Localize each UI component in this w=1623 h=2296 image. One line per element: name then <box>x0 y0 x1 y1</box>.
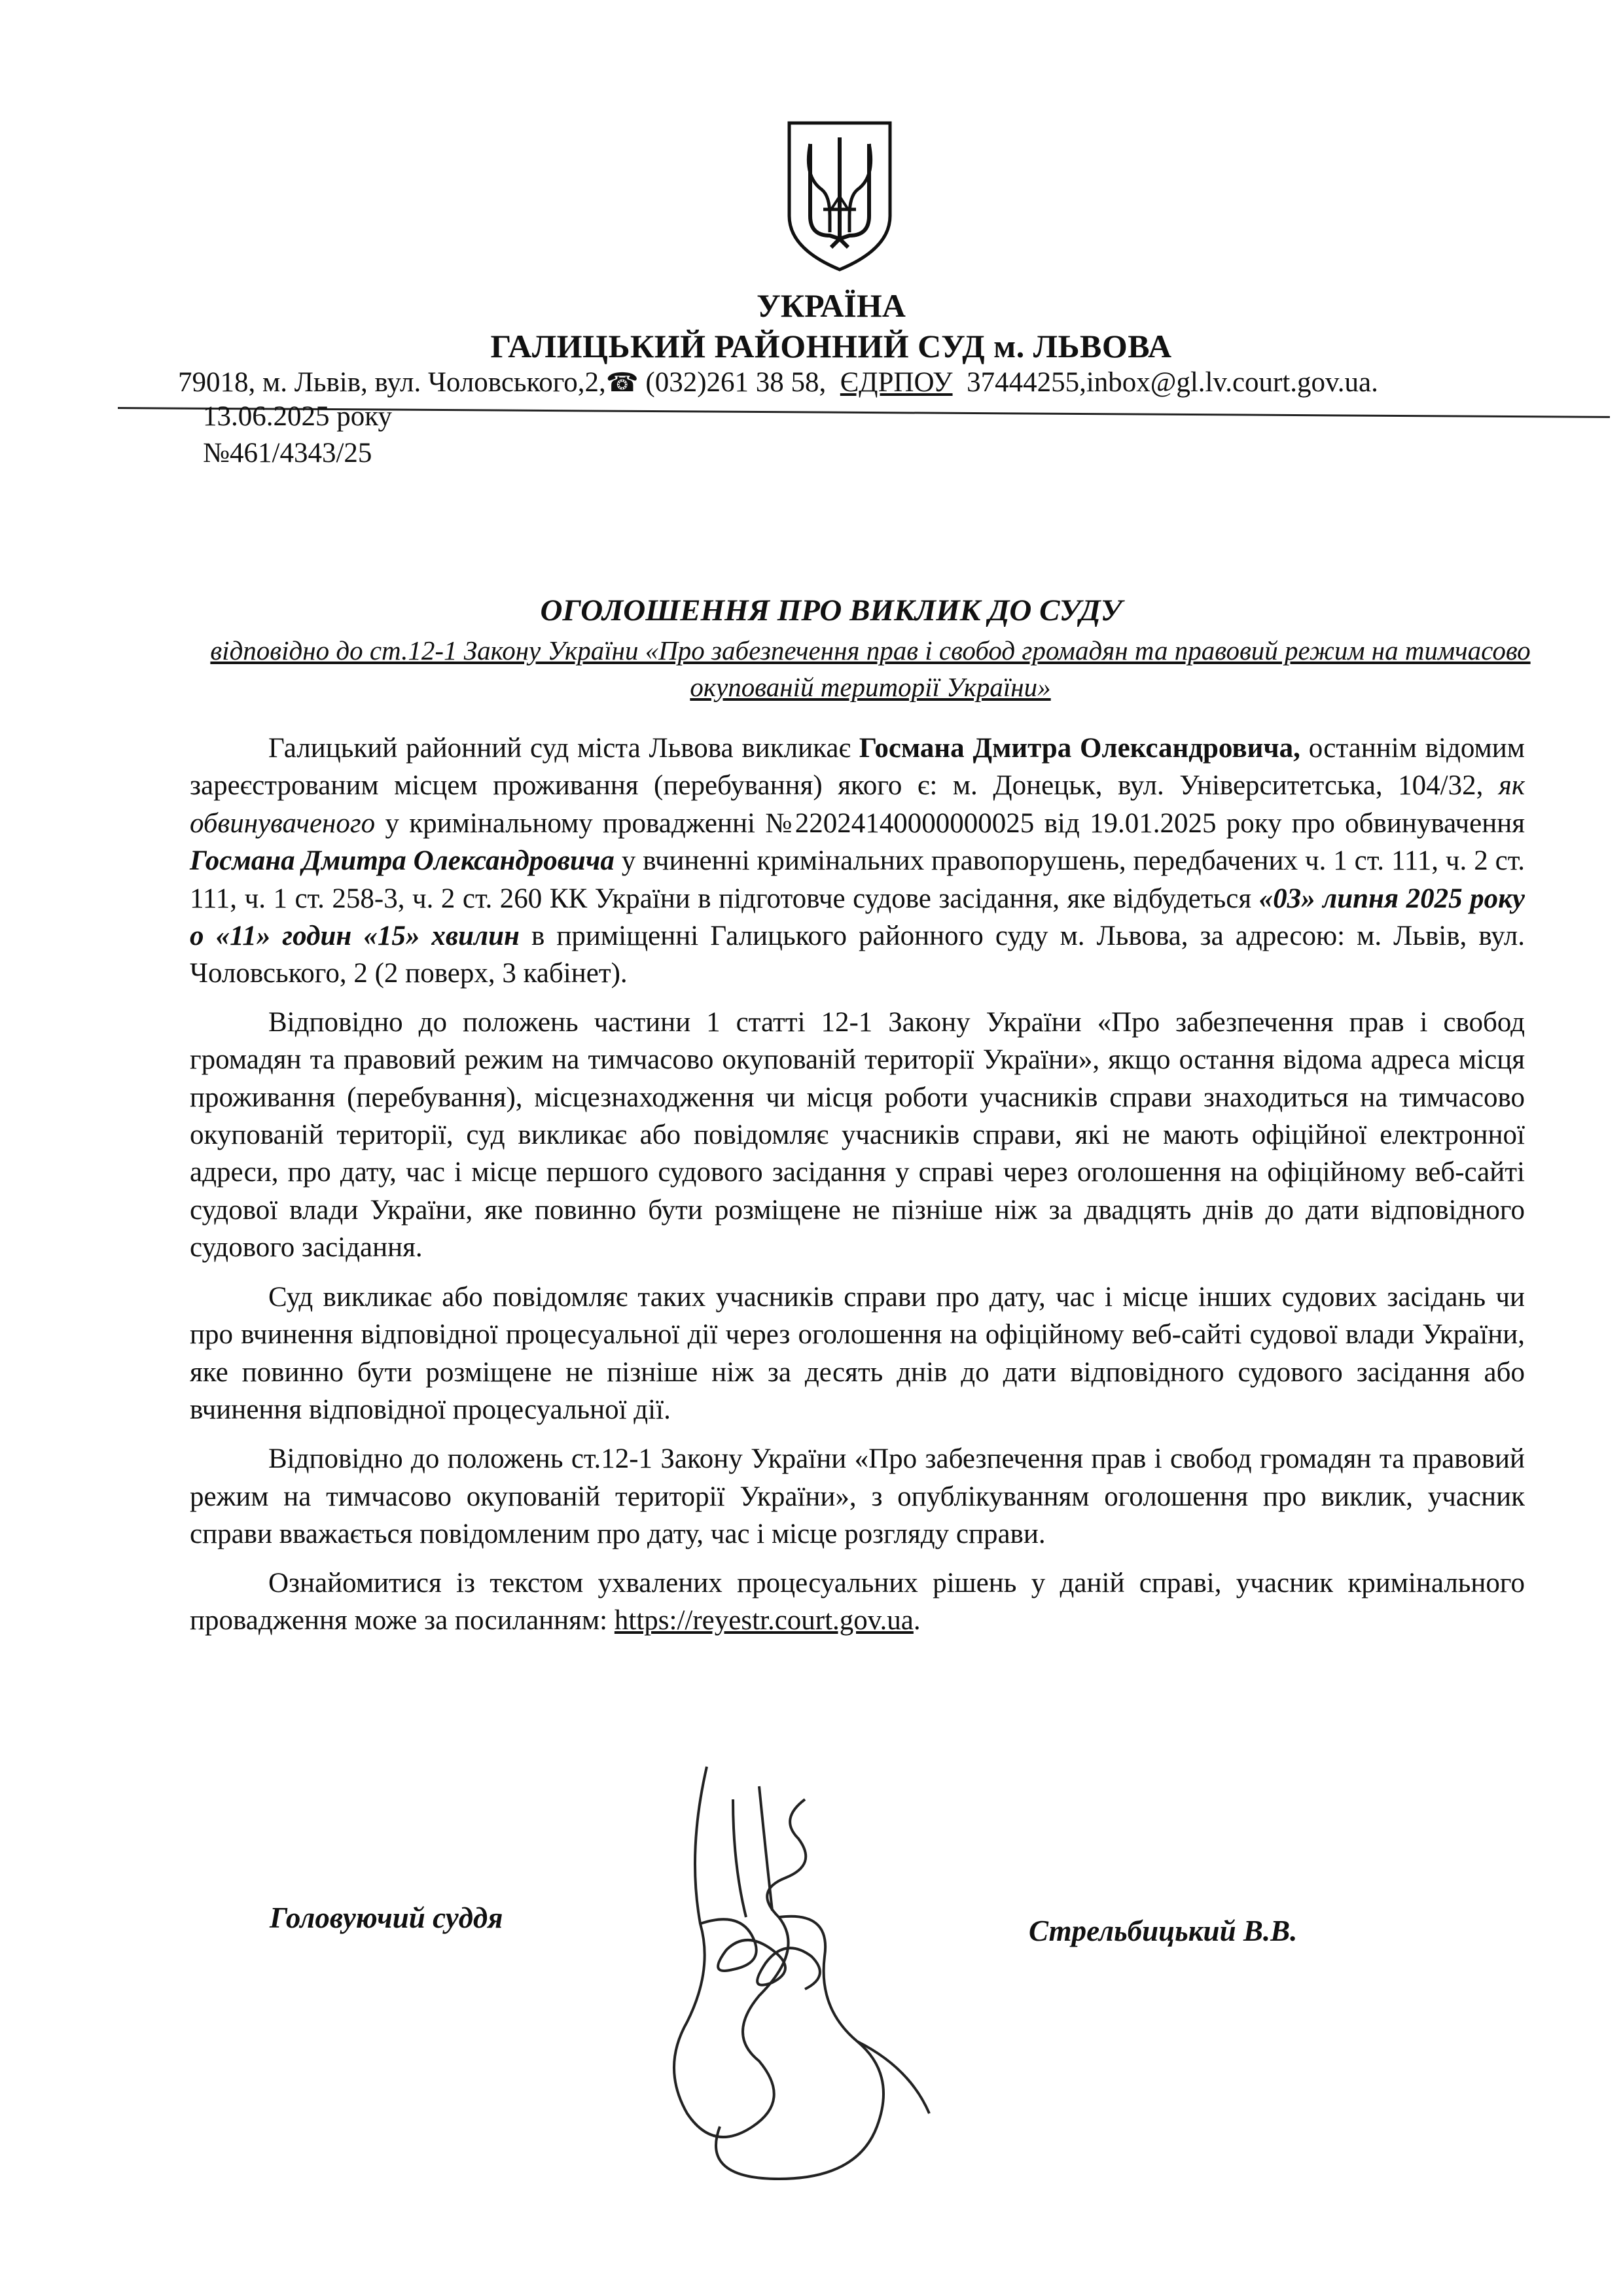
coat-of-arms-icon <box>784 118 895 275</box>
notice-body <box>190 730 1525 1650</box>
judge-name: Стрельбицький В.В. <box>1029 1915 1298 1947</box>
paragraph-law-other: Суд викликає або повідомляє таких учасників справи про дату, час і місце інших судових засідань чи про вчинення відповідної процесуальної дії через оголошення на офіційному веб-сайті судової влади України, яке повинно бути розміщене не пізніше ніж за десять днів до дати відповідного судового засідання або вчинення відповідної процесуальної дії. <box>190 1281 1525 1425</box>
document-number: №461/4343/25 <box>203 438 372 468</box>
country-heading: УКРАЇНА <box>757 287 906 324</box>
registry-link[interactable]: https://reyestr.court.gov.ua <box>614 1604 914 1636</box>
handwritten-signature <box>661 1760 936 2192</box>
defendant-name: Госмана Дмитра Олександровича, <box>859 733 1300 764</box>
court-address: 79018, м. Львів, вул. Чоловського,2, <box>178 367 606 398</box>
edrpou-label: ЄДРПОУ <box>840 367 953 398</box>
court-contacts <box>178 366 1378 398</box>
notice-title: ОГОЛОШЕННЯ ПРО ВИКЛИК ДО СУДУ <box>540 593 1122 627</box>
paragraph-summons: Галицький районний суд міста Львова викликає Госмана Дмитра Олександровича, останнім відомим зареєстрованим місцем проживання (перебування) якого є: м. Донецьк, вул. Університетська, 104/32, як обвинуваченого у кримінальному провадженні №22024140000000025 від 19.01.2025 року про обвинувачення Госмана Дмитра Олександровича у вчиненні кримінальних правопорушень, передбачених ч. 1 ст. 111, ч. 2 ст. 111, ч. 1 ст. 258-3, ч. 2 ст. 260 КК України в підготовче судове засідання, яке відбудеться «03» липня 2025 року о «11» годин «15» хвилин в приміщенні Галицького районного суду м. Львова, за адресою: м. Львів, вул. Чоловського, 2 (2 поверх, 3 кабінет). <box>190 733 1525 989</box>
phone-icon: ☎ <box>605 368 639 397</box>
document-date: 13.06.2025 року <box>203 401 393 432</box>
presiding-judge-label: Головуючий суддя <box>270 1901 503 1934</box>
notice-subtitle: відповідно до ст.12-1 Закону України «Про забезпечення прав і свобод громадян та правовий режим на тимчасово окупованій території України» <box>210 635 1531 702</box>
defendant-name-2: Госмана Дмитра Олександровича <box>190 845 615 877</box>
paragraph-law-first: Відповідно до положень частини 1 статті 12-1 Закону України «Про забезпечення прав і свобод громадян та правовий режим на тимчасово окупованій території України», якщо остання відома адреса місця проживання (перебування), місцезнаходження чи місця роботи учасників справи знаходиться на тимчасово окупованій території, суд викликає або повідомляє учасників справи, які не мають офіційної електронної адреси, про дату, час і місце першого судового засідання у справі через оголошення на офіційному веб-сайті судової влади України, яке повинно бути розміщене не пізніше ніж за двадцять днів до дати відповідного судового засідання. <box>190 1006 1525 1263</box>
defendant-role: як обвинуваченого <box>190 770 1525 839</box>
hearing-datetime: «03» липня 2025 року о «11» годин «15» хвилин <box>190 883 1525 952</box>
paragraph-registry: Ознайомитися із текстом ухвалених процесуальних рішень у даній справі, учасник кримінального провадження може за посиланням: https://reyestr.court.gov.ua. <box>190 1567 1525 1636</box>
edrpou-email: 37444255,inbox@gl.lv.court.gov.ua. <box>967 367 1378 398</box>
paragraph-notified: Відповідно до положень ст.12-1 Закону України «Про забезпечення прав і свобод громадян та правовий режим на тимчасово окупованій території України», з опублікуванням оголошення про виклик, учасник справи вважається повідомленим про дату, час і місце розгляду справи. <box>190 1443 1525 1550</box>
court-heading: ГАЛИЦЬКИЙ РАЙОННИЙ СУД м. ЛЬВОВА <box>490 328 1172 364</box>
court-phone: (032)261 38 58, <box>645 367 827 398</box>
